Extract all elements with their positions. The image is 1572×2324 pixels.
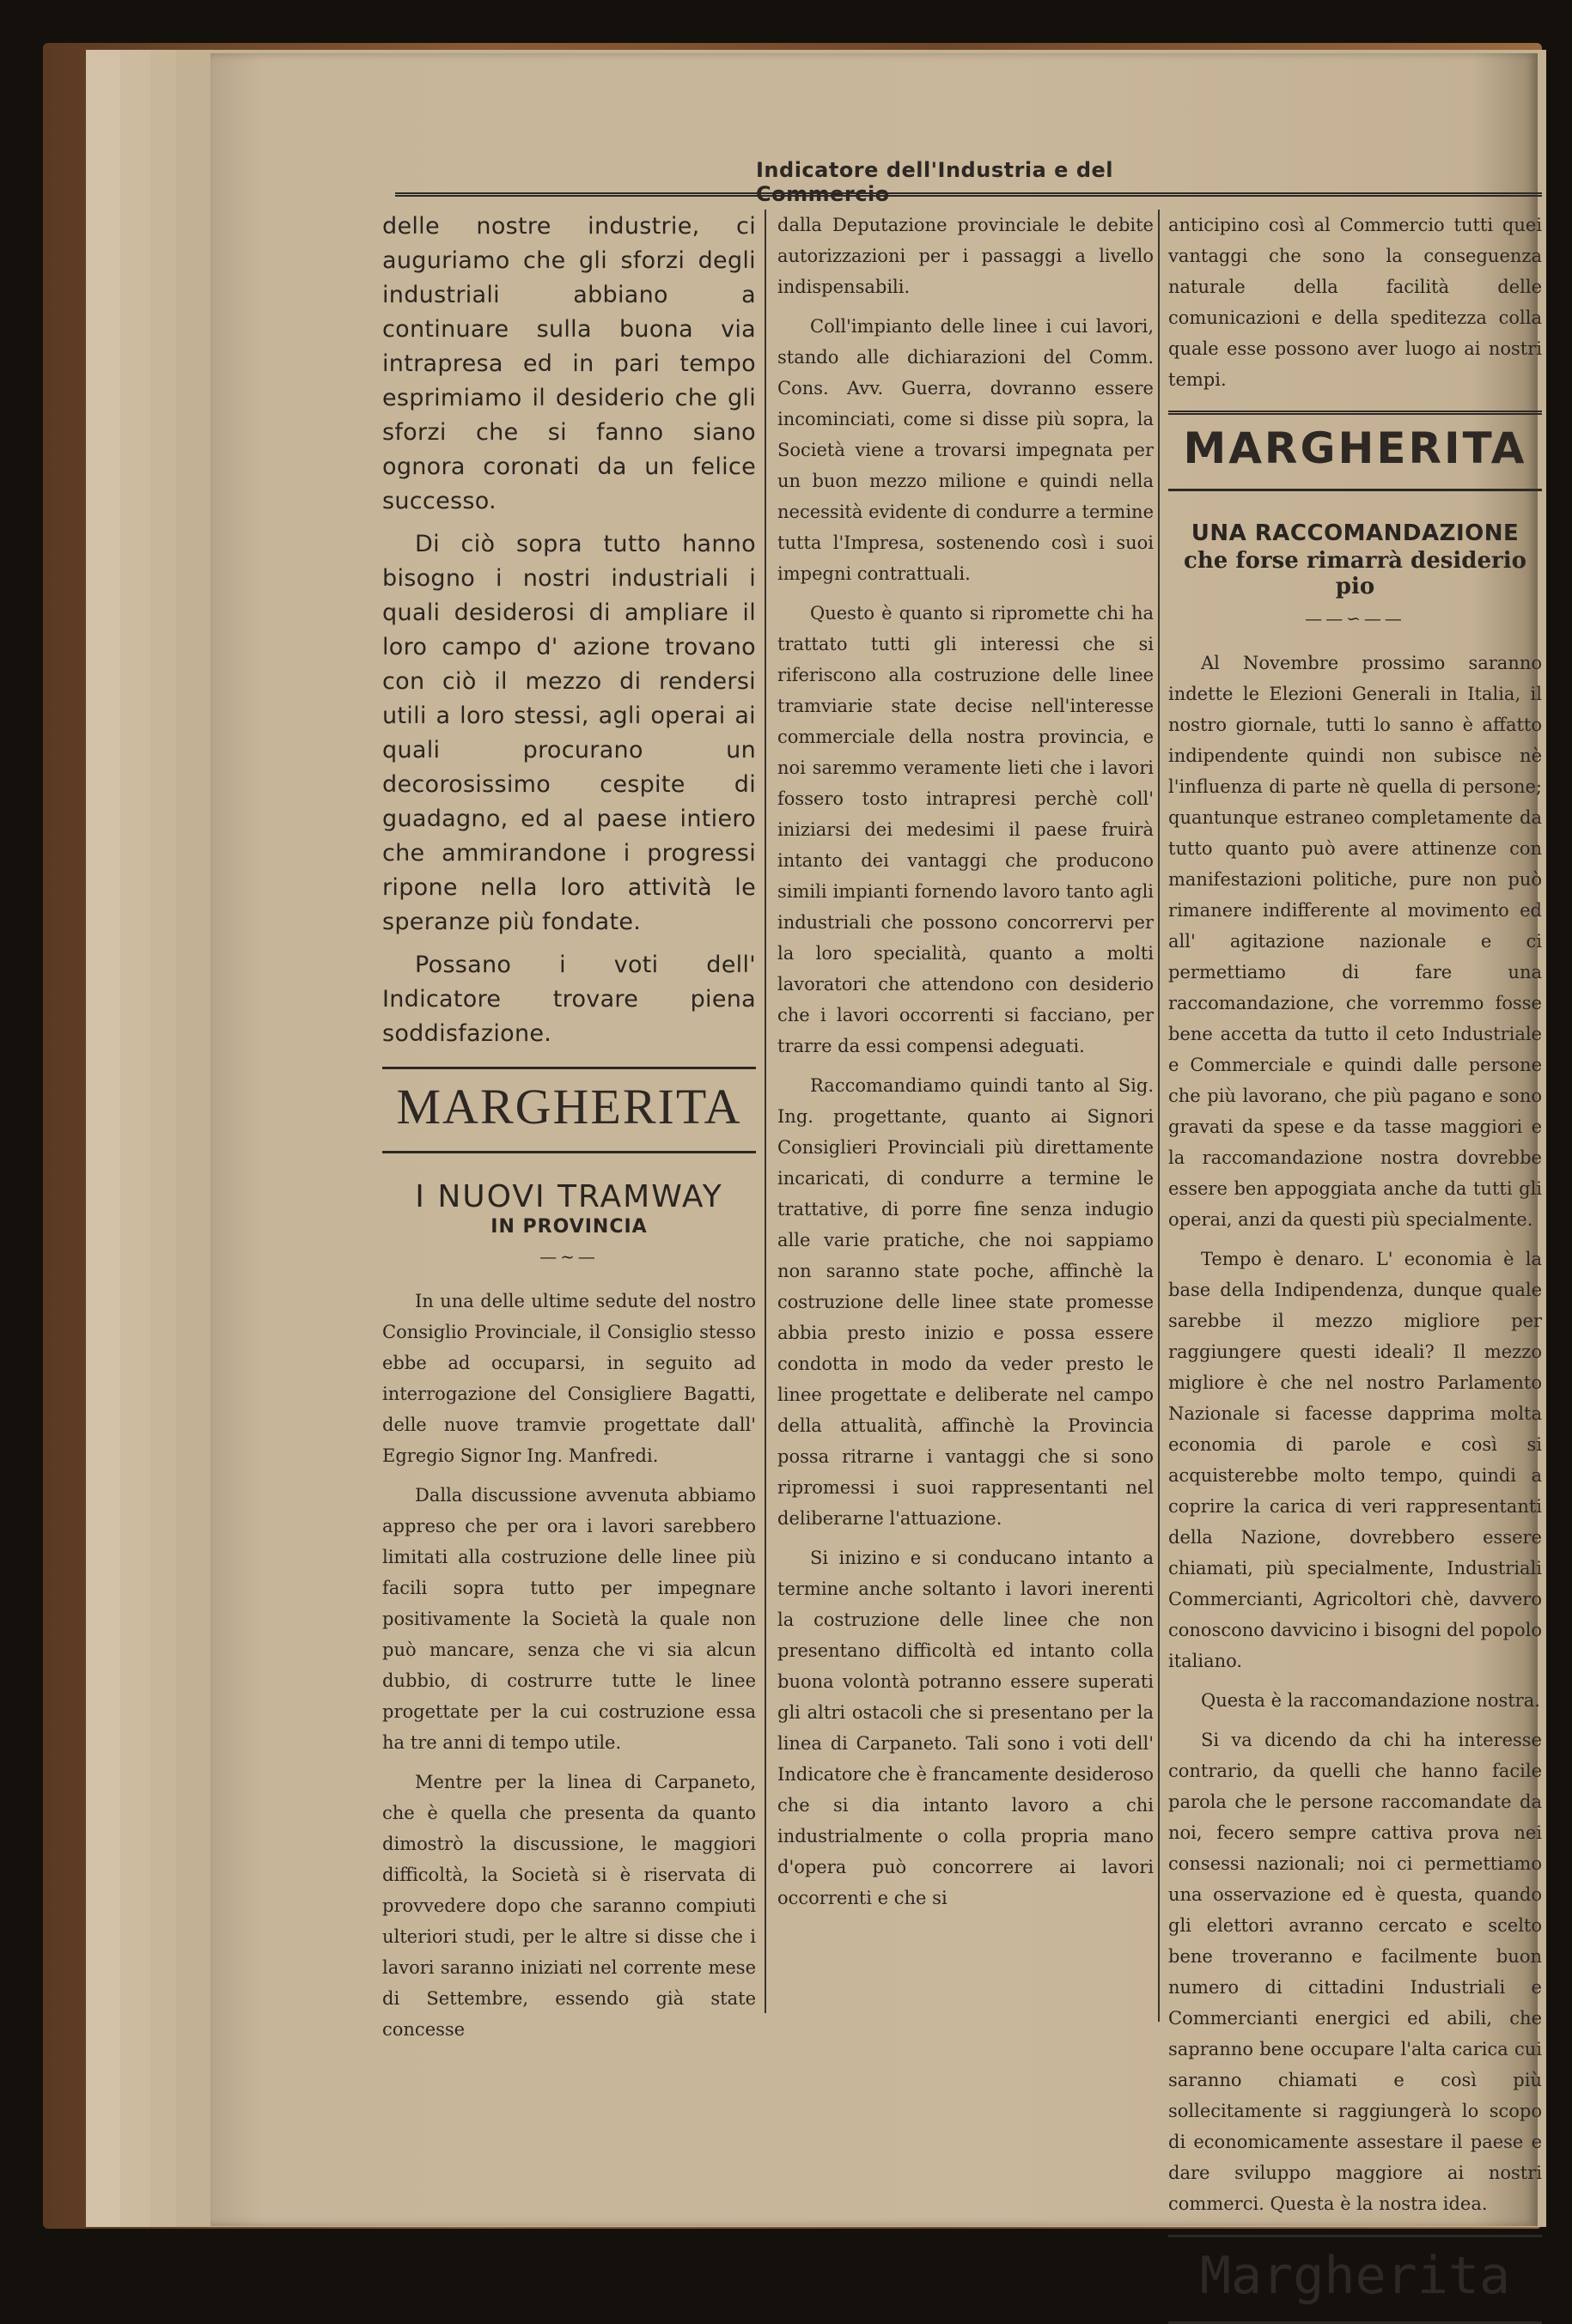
paragraph: Coll'impianto delle linee i cui lavori, stando alle dichiarazioni del Comm. Cons. Avv. Guerra, dovranno essere incominciati, come si disse più sopra, la Società viene a trovarsi impegnata per un buon mezzo milione e quindi nella necessità evidente di condurre a termine tutta l'Impresa, sostenendo così i suoi impegni contrattuali. [777,316,1154,584]
section-rule [382,1067,756,1069]
paragraph: Di ciò sopra tutto hanno bisogno i nostri industriali i quali desiderosi di ampliare il loro campo d' azione trovano con ciò il mezzo di rendersi utili a loro stessi, agli operai ai quali procurano un decorosissimo cespite di guadagno, ed al paese intiero che ammirandone i progressi ripone nella loro attività le speranze più fondate. [382,531,756,935]
paragraph: dalla Deputazione provinciale le debite autorizzazioni per i passaggi a livello indispensabili. [777,215,1154,297]
ornament: ——∽—— [1305,608,1405,629]
paragraph: delle nostre industrie, ci auguriamo che gli sforzi degli industriali abbiano a continuare sulla buona via intrapresa ed in pari tempo esprimiamo il desiderio che gli sforzi che si fanno siano ognora coronati da un felice successo. [382,213,756,514]
paragraph: Al Novembre prossimo saranno indette le Elezioni Generali in Italia, il nostro giornale, tutti lo sanno è affatto indipendente quindi non subisce nè l'influenza di parte nè quella di persone; quantunque estraneo completamente da tutto quanto può avere attinenze con manifestazioni politiche, pure non può rimanere indifferente al movimento ed all' agitazione nazionale e ci permettiamo di fare una raccomandazione, che vorremmo fosse bene accetta da tutto il ceto Industriale e Commerciale e quindi dalle persone che più lavorano, che più pagano e sono gravati da spese e da tasse maggiori e la raccomandazione nostra dovrebbe essere ben appoggiata anche da tutti gli operai, anzi da questi più specialmente. [1168,653,1542,1230]
paragraph: Questa è la raccomandazione nostra. [1201,1690,1540,1711]
article-title: UNA RACCOMANDAZIONE [1191,520,1520,546]
column-1 [382,210,756,2040]
paragraph: Si inizino e si conducano intanto a termine anche soltanto i lavori inerenti la costruzione delle linee che non presentano difficoltà ed intanto colla buona volontà potranno essere superati gli altri ostacoli che si presentano per la linea di Carpaneto. Tali sono i voti dell' Indicatore che è francamente desideroso che si dia intanto lavoro a chi industrialmente o colla propria mano d'opera può concorrere ai lavori occorrenti e che si [777,1548,1154,1908]
column-rule [765,210,766,2013]
column-3 [1168,210,1542,2306]
section-rule [1168,411,1542,415]
header-rule [395,192,1542,197]
paragraph: Mentre per la linea di Carpaneto, che è quella che presenta da quanto dimostrò la discussione, le maggiori difficoltà, la Società si è riservata di provvedere dopo che saranno compiuti ulteriori studi, per le altre si disse che i lavori saranno iniziati nel corrente mese di Settembre, essendo già state concesse [382,1772,756,2040]
article-title: I NUOVI TRAMWAY [415,1179,723,1214]
paragraph: Questo è quanto si ripromette chi ha trattato tutti gli interessi che si riferiscono alla costruzione delle linee tramviarie state decise nell'interesse commerciale della nostra provincia, e noi saremmo veramente lieti che i lavori fossero tosto intrapresi perchè coll' iniziarsi dei medesimi il paese fruirà intanto dei vantaggi che producono simili impianti fornendo lavoro tanto agli industriali che possono concorrervi per la loro specialità, quanto a molti lavoratori che attendono con desiderio che i lavori occorrenti si facciano, per trarre da essi compensi adeguati. [777,603,1154,1056]
paragraph: Tempo è denaro. L' economia è la base della Indipendenza, dunque quale sarebbe il mezzo migliore per raggiungere questi ideali? Il mezzo migliore è che nel nostro Parlamento Nazionale si facesse dapprima molta economia di parole e così si acquisterebbe molto tempo, quindi a coprire la carica di veri rappresentanti della Nazione, dovrebbero essere chiamati, più specialmente, Industriali Commercianti, Agricoltori chè, davvero conoscono davvicino i bisogni del popolo italiano. [1168,1249,1542,1671]
article-subtitle: IN PROVINCIA [490,1216,648,1238]
column-2 [777,210,1154,2030]
ornament: —~— [539,1246,599,1267]
paragraph: Si va dicendo da chi ha interesse contrario, da quelli che hanno facile parola che le persone raccomandate da noi, fecero sempre cattiva prova nei consessi nazionali; noi ci permettiamo una osservazione ed è questa, quando gli elettori avranno cercato e scelto bene troveranno e facilmente buon numero di cittadini Industriali e Commercianti energici ed abili, che sapranno bene occupare l'alta carica cui saranno chiamati e così più sollecitamente si raggiungerà lo scopo di economicamente assestare il paese e dare sviluppo maggiore ai nostri commerci. Questa è la nostra idea. [1168,1730,1542,2214]
section-rule [1168,489,1542,491]
brand-banner: Margherita [1199,2246,1511,2306]
brand-banner: MARGHERITA [1183,423,1527,473]
running-head: Indicatore dell'Industria e del Commercio [756,158,1113,206]
section-rule [382,1151,756,1153]
paragraph: Dalla discussione avvenuta abbiamo appreso che per ora i lavori sarebbero limitati alla costruzione delle linee più facili sopra tutto per impegnare positivamente la Società la quale non può mancare, senza che vi sia alcun dubbio, di costrurre tutte le linee progettate per la cui costruzione essa ha tre anni di tempo utile. [382,1485,756,1753]
article-subtitle: che forse rimarrà desiderio pio [1184,548,1526,599]
section-rule [1168,2235,1542,2237]
paragraph: Possano i voti dell' Indicatore trovare piena soddisfazione. [382,952,756,1047]
paragraph: Raccomandiamo quindi tanto al Sig. Ing. progettante, quanto ai Signori Consiglieri Provinciali più direttamente incaricati, di condurre a termine le trattative, di porre fine senza indugio alle varie pratiche, che noi sappiamo non saranno state poche, affinchè la costruzione delle linee state promesse abbia presto inizio e possa essere condotta in modo da veder presto le linee progettate e deliberate nel campo della attualità, affinchè la Provincia possa ritrarne i vantaggi che si sono ripromessi i suoi rappresentanti nel deliberarne l'attuazione. [777,1075,1154,1529]
paragraph: In una delle ultime sedute del nostro Consiglio Provinciale, il Consiglio stesso ebbe ad occuparsi, in seguito ad interrogazione del Consigliere Bagatti, delle nuove tramvie progettate dall' Egregio Signor Ing. Manfredi. [382,1291,756,1466]
paragraph: anticipino così al Commercio tutti quei vantaggi che sono la conseguenza naturale della facilità delle comunicazioni e della speditezza colla quale esse possono aver luogo ai nostri tempi. [1168,215,1542,390]
brand-banner: MARGHERITA [396,1079,742,1135]
column-rule [1158,210,1160,2022]
